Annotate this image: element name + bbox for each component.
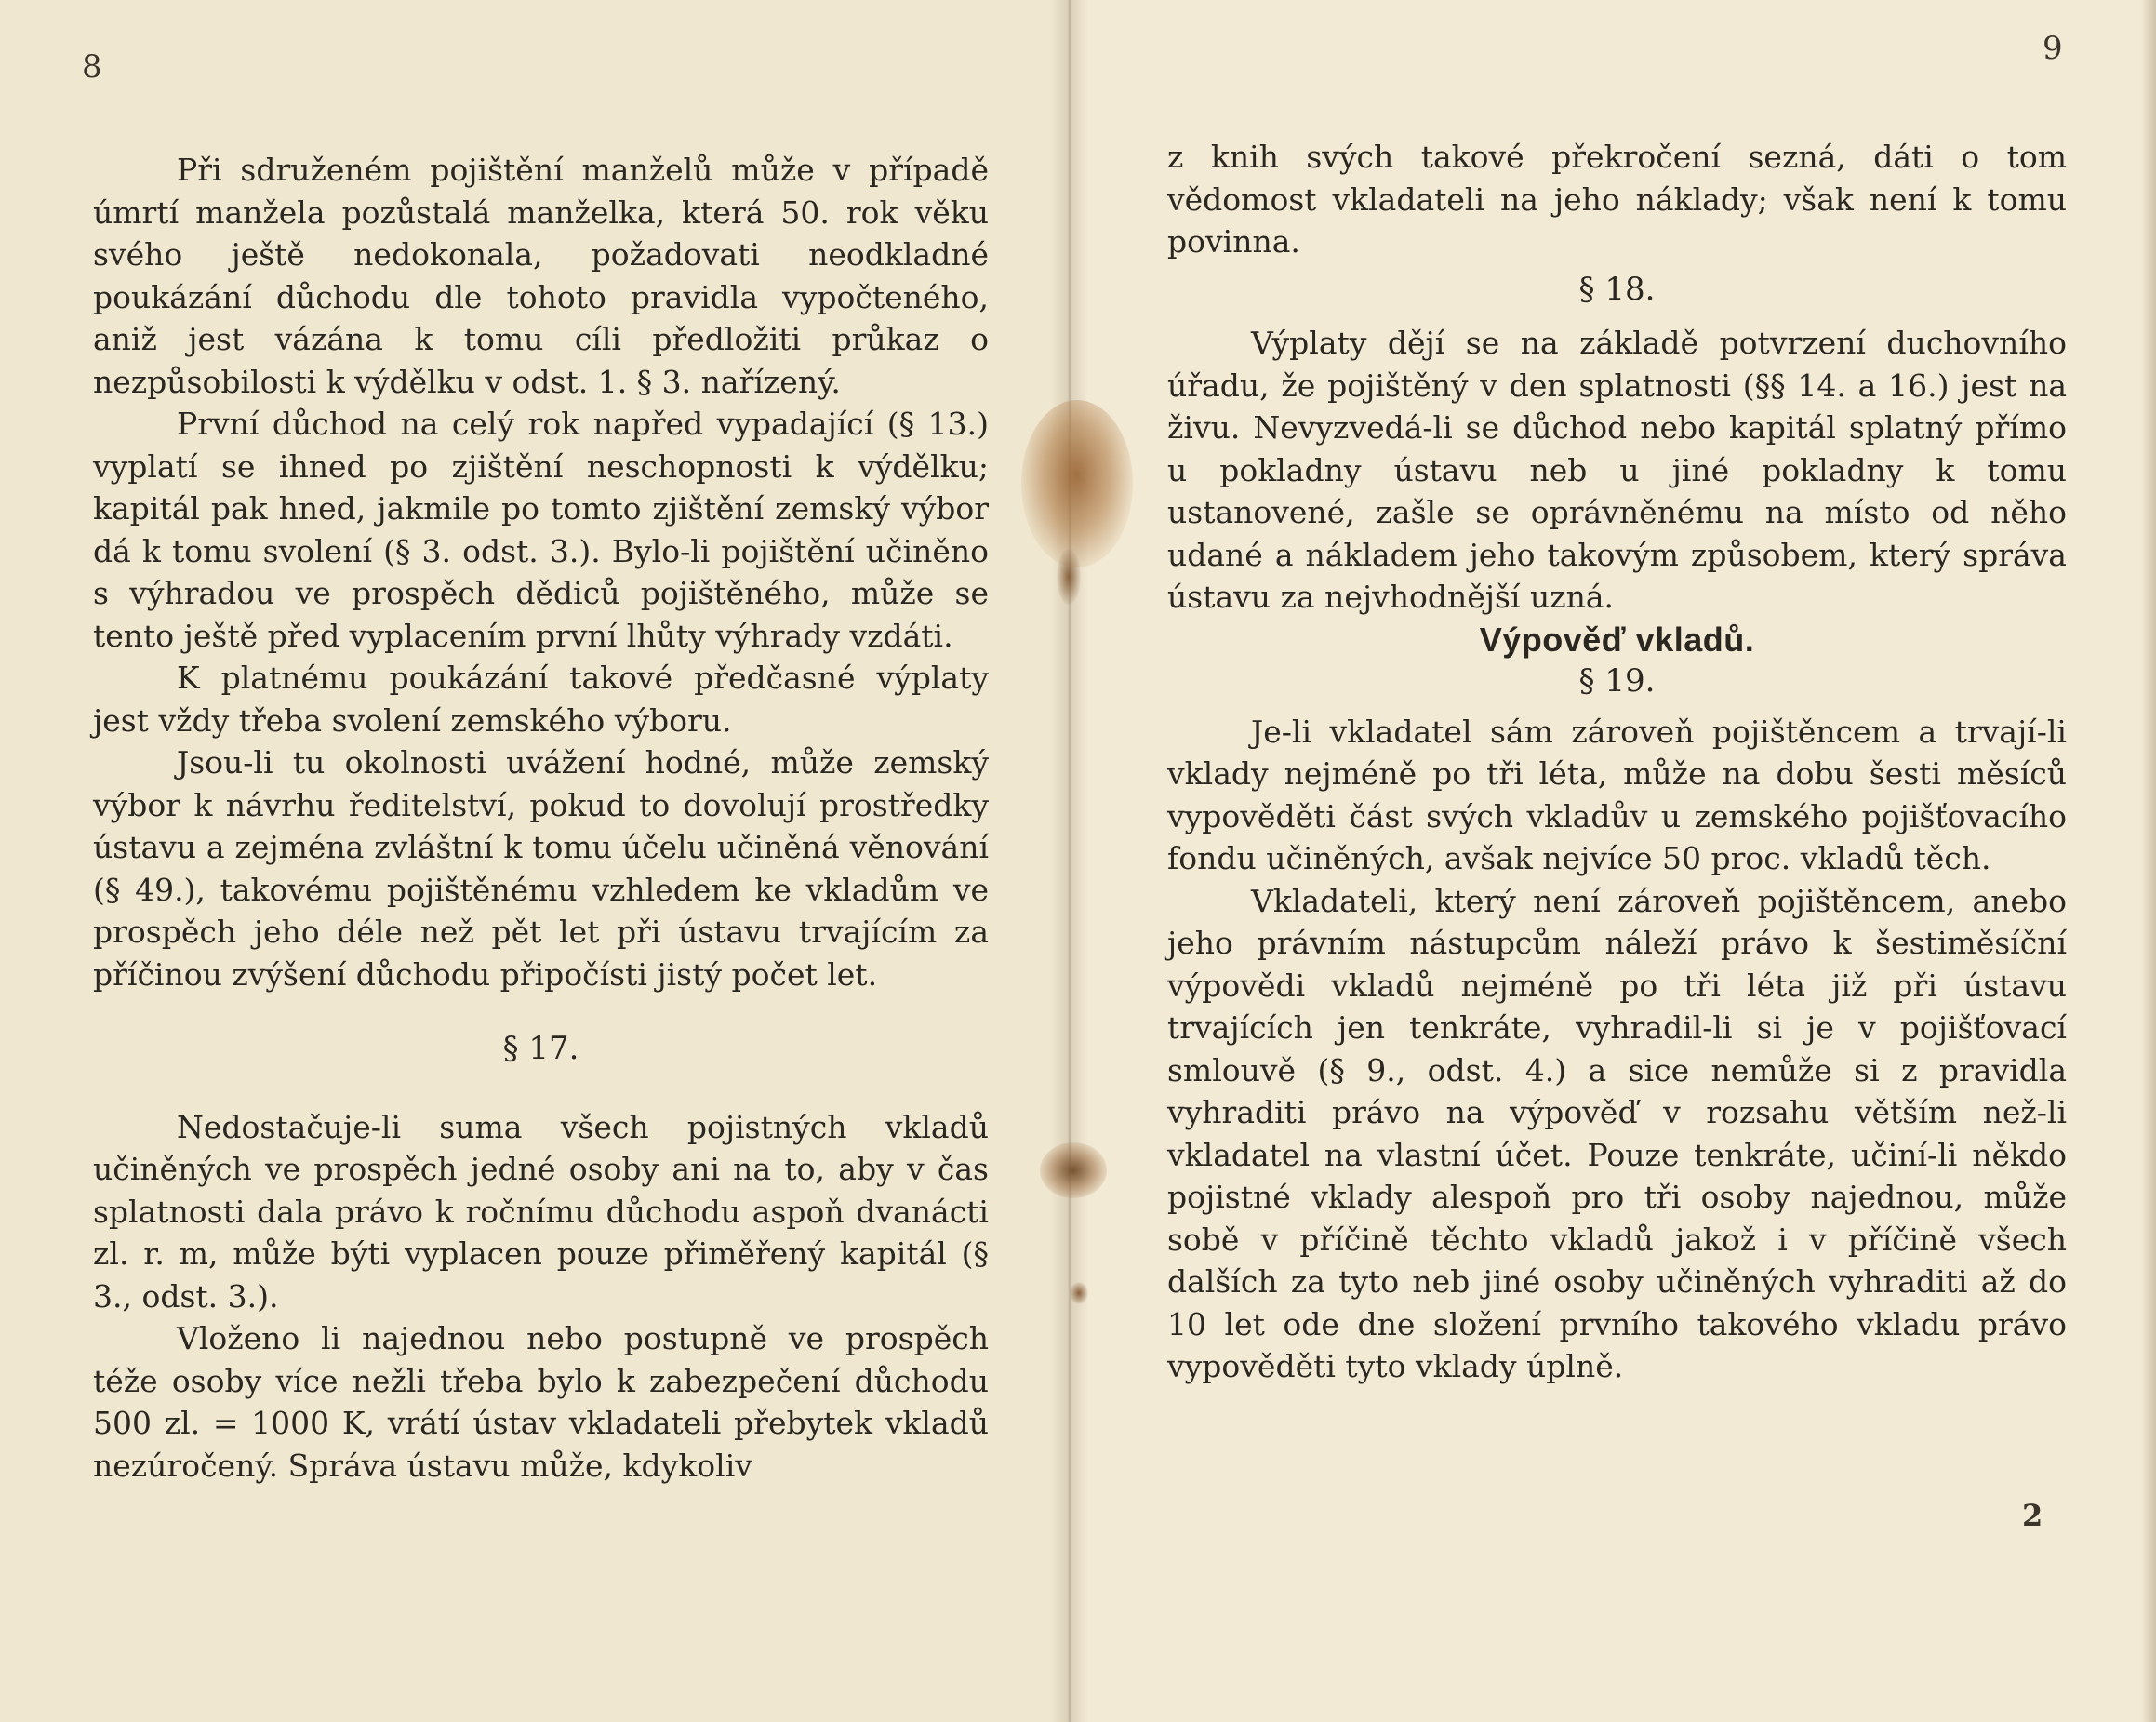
- paragraph: Vkladateli, který není zároveň pojištěncem, anebo jeho právním nástupcům náleží právo k šestiměsíční výpovědi vkladů nejméně po tři léta již při ústavu trvajících jen tenkráte, vyhradil-li si je v pojišťovací smlouvě (§ 9., odst. 4.) a sice nemůže si z pravidla vyhraditi právo na výpověď v rozsahu větším než-li vkladatel na vlastní účet. Pouze tenkráte, učiní-li někdo pojistné vklady alespoň pro tři osoby najednou, může sobě v příčině těchto vkladů jakož i v příčině všech dalších za tyto neb jiné osoby učiněných vyhraditi až do 10 let ode dne složení prvního takového vkladu právo vypověděti tyto vklady úplně.: [1167, 882, 2067, 1384]
- paragraph: Jsou-li tu okolnosti uvážení hodné, může zemský výbor k návrhu ředitelství, pokud to dovolují prostředky ústavu a zejména zvláštní k tomu účelu učiněná věnování (§ 49.), takovému pojištěnému vzhledem ke vkladům ve prospěch jeho déle než pět let při ústavu trvajícím za příčinou zvýšení důchodu připočísti jistý počet let.: [93, 744, 989, 993]
- right-text-column: [1167, 136, 2067, 1388]
- ink-stain-lower: [1040, 1142, 1107, 1198]
- page-edge-shadow: [2141, 0, 2156, 1722]
- page-number-right: 9: [2043, 30, 2063, 67]
- ink-stain-lower-dot: [1070, 1282, 1088, 1304]
- section-heading-19: § 19.: [1578, 662, 1656, 700]
- ink-stain-upper-drip: [1057, 549, 1081, 605]
- paragraph: Výplaty dějí se na základě potvrzení duchovního úřadu, že pojištěný v den splatnosti (§§ 14. a 16.) jest na živu. Nevyzvedá-li se důchod nebo kapitál splatný přímo u pokladny ústavu neb u jiné pokladny k tomu ustanovené, zašle se oprávněnému na místo od něho udané a nákladem jeho takovým způsobem, který správa ústavu za nejvhodnější uzná.: [1167, 325, 2067, 615]
- left-text-column: [93, 149, 989, 1487]
- paragraph: K platnému poukázání takové předčasné výplaty jest vždy třeba svolení zemského výboru.: [93, 660, 989, 739]
- paragraph: z knih svých takové překročení sezná, dáti o tom vědomost vkladateli na jeho náklady; však není k tomu povinna.: [1167, 139, 2067, 260]
- chapter-heading: Výpověď vkladů.: [1479, 620, 1755, 659]
- paragraph: Vloženo li najednou nebo postupně ve prospěch téže osoby více nežli třeba bylo k zabezpečení důchodu 500 zl. = 1000 K, vrátí ústav vkladateli přebytek vkladů nezúročený. Správa ústavu může, kdykoliv: [93, 1320, 989, 1484]
- paragraph: Je-li vkladatel sám zároveň pojištěncem a trvají-li vklady nejméně po tři léta, může na dobu šesti měsíců vypověděti část svých vkladův u zemského pojišťovacího fondu učiněných, avšak nejvíce 50 proc. vkladů těch.: [1167, 713, 2067, 876]
- ink-stain-upper: [1021, 400, 1133, 567]
- section-heading-17: § 17.: [502, 1030, 579, 1067]
- paragraph: Nedostačuje-li suma všech pojistných vkladů učiněných ve prospěch jedné osoby ani na to, aby v čas splatnosti dala právo k ročnímu důchodu aspoň dvanácti zl. r. m, může býti vyplacen pouze přiměřený kapitál (§ 3., odst. 3.).: [93, 1108, 989, 1315]
- page-number-left: 8: [82, 48, 102, 86]
- section-heading-18: § 18.: [1578, 270, 1656, 308]
- paragraph: První důchod na celý rok napřed vypadající (§ 13.) vyplatí se ihned po zjištění neschopnosti k výdělku; kapitál pak hned, jakmile po tomto zjištění zemský výbor dá k tomu svolení (§ 3. odst. 3.). Bylo-li pojištění učiněno s výhradou ve prospěch dědiců pojištěného, může se tento ještě před vyplacením první lhůty výhrady vzdáti.: [93, 406, 989, 654]
- paragraph: Při sdruženém pojištění manželů může v případě úmrtí manžela pozůstalá manželka, která 50. rok věku svého ještě nedokonala, požadovati neodkladné poukázání důchodu dle tohoto pravidla vypočteného, aniž jest vázána k tomu cíli předložiti průkaz o nezpůsobilosti k výdělku v odst. 1. § 3. nařízený.: [93, 152, 989, 400]
- book-gutter: [1051, 0, 1088, 1722]
- printer-signature-mark: 2: [2022, 1498, 2043, 1533]
